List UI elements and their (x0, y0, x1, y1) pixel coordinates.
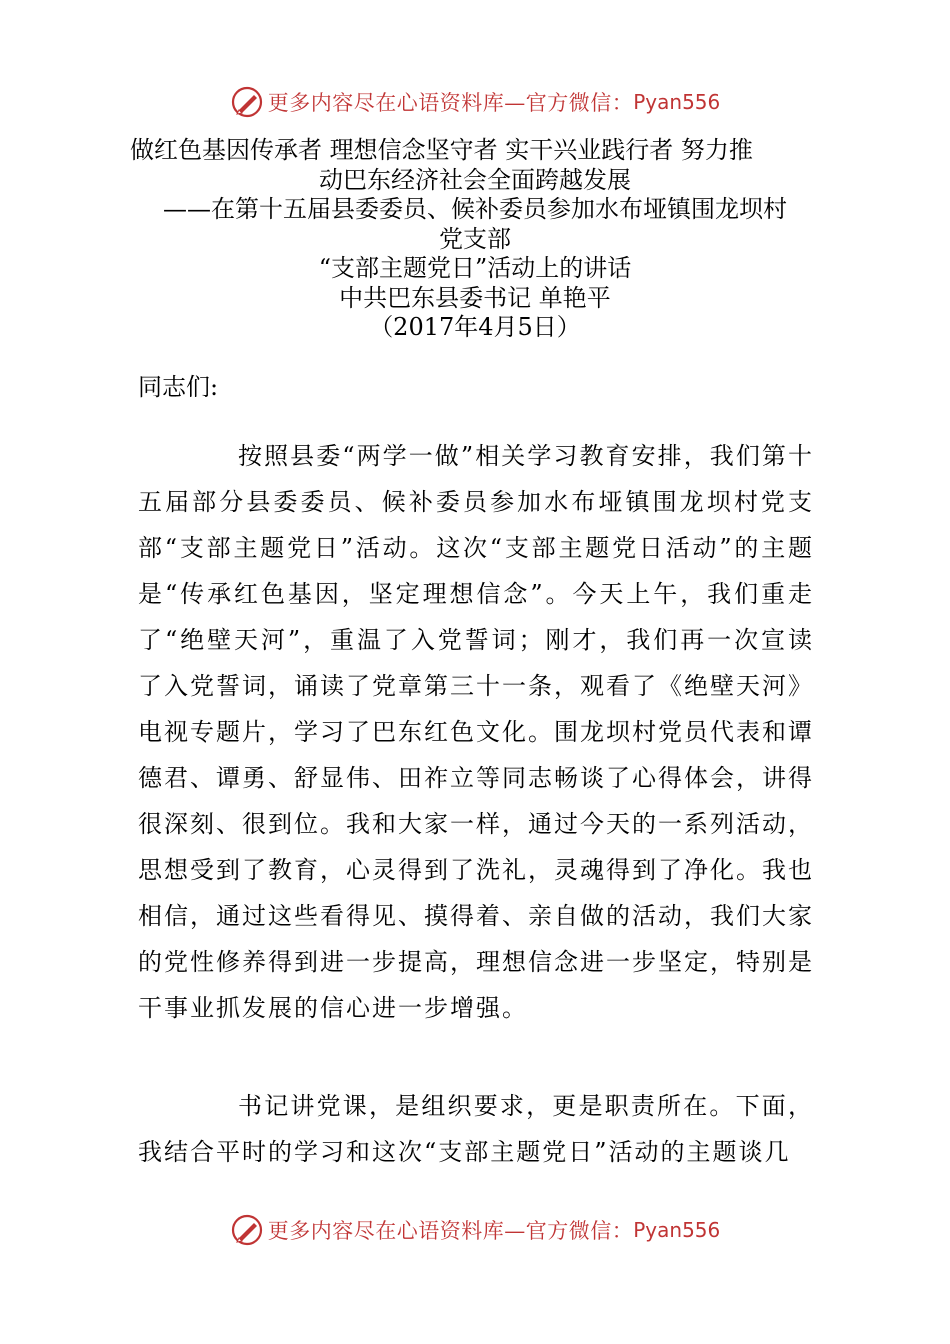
watermark-contact: Pyan556 (633, 1218, 721, 1242)
watermark-banner-top (0, 82, 950, 122)
pen-in-circle-icon (230, 85, 264, 119)
title-line-2: 动巴东经济社会全面跨越发展 (319, 165, 631, 194)
watermark-contact: Pyan556 (633, 90, 721, 114)
body-paragraph-1: 按照县委“两学一做”相关学习教育安排，我们第十五届部分县委委员、候补委员参加水布垭镇围龙坝村党支部“支部主题党日”活动。这次“支部主题党日活动”的主题是“传承红色基因，坚定理想信念”。今天上午，我们重走了“绝壁天河”，重温了入党誓词；刚才，我们再一次宣读了入党誓词，诵读了党章第三十一条，观看了《绝壁天河》电视专题片，学习了巴东红色文化。围龙坝村党员代表和谭德君、谭勇、舒显伟、田祚立等同志畅谈了心得体会，讲得很深刻、很到位。我和大家一样，通过今天的一系列活动，思想受到了教育，心灵得到了洗礼，灵魂得到了净化。我也相信，通过这些看得见、摸得着、亲自做的活动，我们大家的党性修养得到进一步提高，理想信念进一步坚定，特别是干事业抓发展的信心进一步增强。 (138, 442, 814, 1022)
body-paragraph-2: 书记讲党课，是组织要求，更是职责所在。下面，我结合平时的学习和这次“支部主题党日”活动的主题谈几 (138, 1092, 814, 1166)
pen-in-circle-icon (230, 1213, 264, 1247)
subtitle-line-3: “支部主题党日”活动上的讲话 (318, 254, 632, 282)
title-line-1: 做红色基因传承者 理想信念坚守者 实干兴业践行者 努力推 (130, 136, 753, 164)
watermark-text: 更多内容尽在心语资料库—官方微信： (267, 1219, 634, 1243)
watermark-banner-bottom (0, 1210, 950, 1250)
subtitle-line-2: 党支部 (439, 224, 511, 253)
date-line: （2017年4月5日） (369, 313, 581, 341)
speaker-line: 中共巴东县委书记 单艳平 (339, 283, 611, 312)
salutation: 同志们: (138, 373, 219, 401)
subtitle-line-1: ——在第十五届县委委员、候补委员参加水布垭镇围龙坝村 (163, 195, 787, 223)
speech-title-block (130, 136, 820, 343)
watermark-text: 更多内容尽在心语资料库—官方微信： (267, 91, 634, 115)
